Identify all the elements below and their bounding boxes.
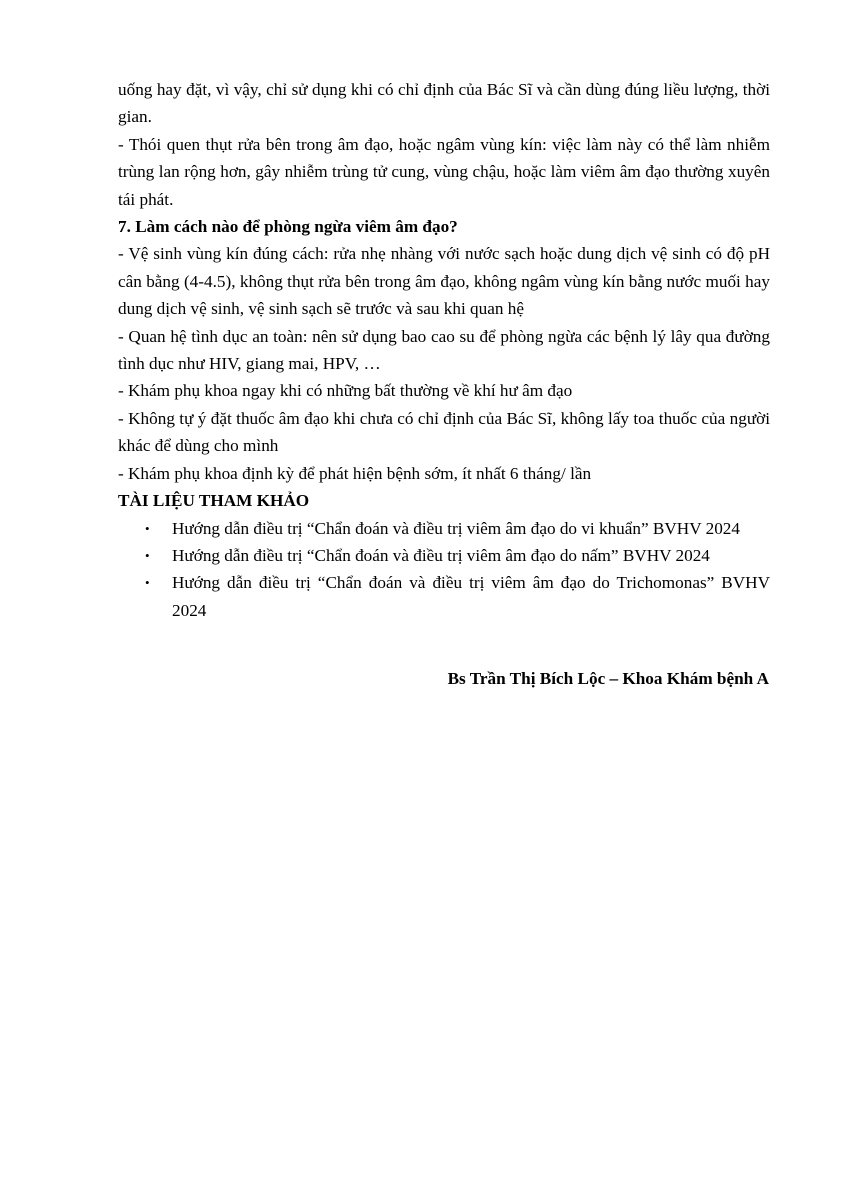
bullet-icon: • (145, 575, 150, 591)
reference-text: Hướng dẫn điều trị “Chẩn đoán và điều trị viêm âm đạo do vi khuẩn” BVHV 2024 (172, 518, 740, 538)
prevention-item-hygiene: - Vệ sinh vùng kín đúng cách: rửa nhẹ nhàng với nước sạch hoặc dung dịch vệ sinh có độ pH cân bằng (4-4.5), không thụt rửa bên trong âm đạo, không ngâm vùng kín bằng nước muối hay dung dịch vệ sinh, vệ sinh sạch sẽ trước và sau khi quan hệ (118, 244, 770, 319)
prevention-item-checkup-abnormal: - Khám phụ khoa ngay khi có những bất thường về khí hư âm đạo (118, 381, 573, 401)
paragraph-dosage-note: uống hay đặt, vì vậy, chỉ sử dụng khi có chỉ định của Bác Sĩ và cần dùng đúng liều lượng, thời gian. (118, 80, 770, 127)
section-heading-prevention: 7. Làm cách nào để phòng ngừa viêm âm đạo? (118, 217, 458, 237)
prevention-item-no-self-medication: - Không tự ý đặt thuốc âm đạo khi chưa có chỉ định của Bác Sĩ, không lấy toa thuốc của người khác để dùng cho mình (118, 408, 770, 456)
bullet-icon: • (145, 547, 150, 563)
reference-item (118, 569, 770, 624)
bullet-icon: • (145, 520, 150, 536)
author-signature: Bs Trần Thị Bích Lộc – Khoa Khám bệnh A (447, 669, 769, 689)
references-heading: TÀI LIỆU THAM KHẢO (118, 491, 310, 511)
reference-item (118, 515, 770, 542)
paragraph-douching-habit: - Thói quen thụt rửa bên trong âm đạo, hoặc ngâm vùng kín: việc làm này có thể làm nhiễm trùng lan rộng hơn, gây nhiễm trùng tử cung, vùng chậu, hoặc làm viêm âm đạo thường xuyên tái phát. (118, 134, 770, 209)
prevention-item-safe-sex: - Quan hệ tình dục an toàn: nên sử dụng bao cao su để phòng ngừa các bệnh lý lây qua đường tình dục như HIV, giang mai, HPV, … (118, 326, 770, 374)
references-list (118, 515, 770, 625)
reference-text: Hướng dẫn điều trị “Chẩn đoán và điều trị viêm âm đạo do Trichomonas” BVHV 2024 (172, 573, 770, 620)
reference-text: Hướng dẫn điều trị “Chẩn đoán và điều trị viêm âm đạo do nấm” BVHV 2024 (172, 545, 710, 565)
document-page (118, 76, 770, 693)
prevention-item-periodic-checkup: - Khám phụ khoa định kỳ để phát hiện bệnh sớm, ít nhất 6 tháng/ lần (118, 463, 592, 483)
reference-item (118, 542, 770, 569)
